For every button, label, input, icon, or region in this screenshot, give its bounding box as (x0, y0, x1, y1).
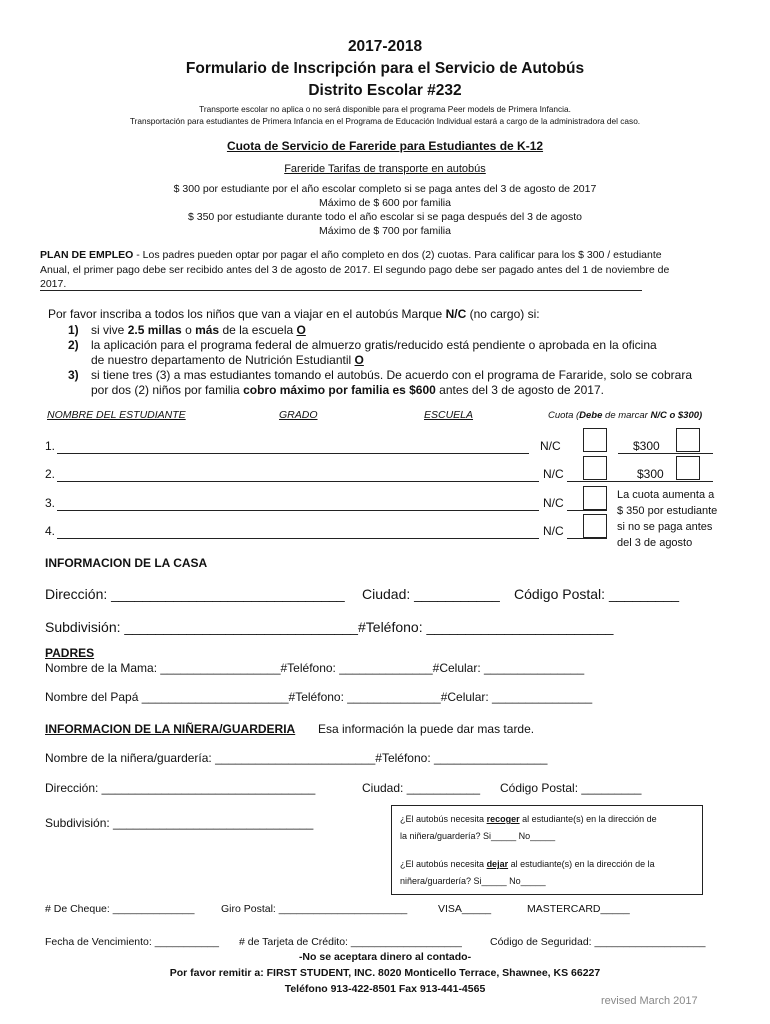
criterion-1-number: 1) (68, 323, 79, 337)
fee-line-300: $ 300 por estudiante por el año escolar completo si se paga antes del 3 de agosto de 2017 (173, 183, 597, 195)
criterion-3-number: 3) (68, 368, 79, 382)
student-row-2-name-line[interactable] (57, 481, 539, 482)
col-fee: Cuota (Debe de marcar N/C o $300) (548, 410, 703, 421)
sitter-city-field[interactable]: Ciudad: ___________ (362, 781, 481, 795)
sitter-address-field[interactable]: Dirección: ________________________________ (45, 781, 316, 795)
student-row-2-number: 2. (45, 467, 56, 481)
fee-max-600: Máximo de $ 600 por familia (319, 197, 451, 209)
form-title: Formulario de Inscripción para el Servicio de Autobús (185, 60, 585, 77)
student-row-2-fee: $300 (637, 467, 664, 481)
student-row-2-fee-checkbox[interactable] (676, 456, 700, 480)
student-row-4-nc-checkbox[interactable] (583, 514, 607, 538)
criterion-3-line2: por dos (2) niños por familia cobro máximo por familia es $600 antes del 3 de agosto de 2017. (91, 383, 604, 397)
remit-address: Por favor remitir a: FIRST STUDENT, INC. 8020 Monticello Terrace, Shawnee, KS 66227 (169, 967, 601, 979)
money-order-field[interactable]: Giro Postal: ______________________ (221, 903, 408, 915)
mastercard-field[interactable]: MASTERCARD_____ (527, 903, 630, 915)
sitter-later-note: Esa información la puede dar mas tarde. (318, 722, 535, 736)
sitter-subdivision-field[interactable]: Subdivisión: ______________________________ (45, 816, 314, 830)
student-row-1-nc-checkbox[interactable] (583, 428, 607, 452)
district-name: Distrito Escolar #232 (308, 82, 462, 99)
sitter-name-phone-field[interactable]: Nombre de la niñera/guardería: ________________________#Teléfono: _________________ (45, 751, 548, 765)
student-row-4-number: 4. (45, 524, 56, 538)
student-row-1-fee: $300 (633, 439, 660, 453)
student-row-3-nc-line (567, 510, 607, 511)
card-number-field[interactable]: # de Tarjeta de Crédito: ___________________ (239, 936, 462, 948)
student-row-1-fee-checkbox[interactable] (676, 428, 700, 452)
fee-increase-note-2: $ 350 por estudiante (617, 505, 718, 517)
payment-plan-line2: Anual, el primer pago debe ser recibido antes del 3 de agosto de 2017. El segundo pago debe ser pagado antes del 1 de noviembre de (40, 264, 670, 276)
col-student-name: NOMBRE DEL ESTUDIANTE (47, 409, 186, 421)
home-zip-field[interactable]: Código Postal: _________ (514, 586, 680, 602)
contact-phone-fax: Teléfono 913-422-8501 Fax 913-441-4565 (284, 983, 486, 995)
fee-subheading: Fareride Tarifas de transporte en autobús (284, 163, 486, 175)
sitter-dropoff-answer[interactable]: niñera/guardería? Si_____ No_____ (400, 876, 546, 886)
iep-transport-note: Transportación para estudiantes de Primera Infancia en el Programa de Educación Individual estará a cargo de la administradora del caso. (129, 116, 641, 126)
criterion-2-number: 2) (68, 338, 79, 352)
sitter-dropoff-question: ¿El autobús necesita dejar al estudiante(s) en la dirección de la (400, 859, 655, 869)
revision-date: revised March 2017 (601, 995, 698, 1007)
fee-max-700: Máximo de $ 700 por familia (319, 225, 451, 237)
instructions-intro: Por favor inscriba a todos los niños que van a viajar en el autobús Marque N/C (no cargo) si: (48, 307, 540, 321)
student-row-1-name-line[interactable] (57, 453, 529, 454)
col-school: ESCUELA (424, 409, 474, 421)
no-cash-note: -No se aceptara dinero al contado- (298, 951, 472, 963)
student-row-1-fee-line (618, 453, 713, 454)
student-row-3-number: 3. (45, 496, 56, 510)
criterion-1-text: si vive 2.5 millas o más de la escuela O (91, 323, 306, 337)
col-grade: GRADO (279, 409, 318, 421)
visa-field[interactable]: VISA_____ (438, 903, 492, 915)
early-childhood-note: Transporte escolar no aplica o no será disponible para el programa Peer models de Primera Infancia. (199, 104, 571, 114)
home-city-field[interactable]: Ciudad: ___________ (362, 586, 500, 602)
payment-plan-line1: PLAN DE EMPLEO - Los padres pueden optar por pagar el año completo en dos (2) cuotas. Para calificar para los $ 300 / estudiante (40, 249, 662, 261)
sitter-zip-field[interactable]: Código Postal: _________ (500, 781, 642, 795)
sitter-pickup-answer[interactable]: la niñera/guardería? Si_____ No_____ (400, 831, 556, 841)
father-info-field[interactable]: Nombre del Papá ______________________#Teléfono: ______________#Celular: _______________ (45, 690, 593, 704)
security-code-field[interactable]: Código de Seguridad: ___________________ (490, 936, 706, 948)
student-row-3-nc: N/C (543, 496, 564, 510)
sitter-pickup-dropoff-box (391, 805, 703, 895)
student-row-2-fee-line (567, 481, 713, 482)
fee-increase-note-3: si no se paga antes (617, 521, 713, 533)
fee-heading: Cuota de Servicio de Fareride para Estudiantes de K-12 (226, 139, 544, 153)
parents-heading: PADRES (45, 646, 95, 660)
plan-underline (40, 290, 642, 291)
check-number-field[interactable]: # De Cheque: ______________ (45, 903, 195, 915)
home-address-field[interactable]: Dirección: ______________________________ (45, 586, 345, 602)
payment-plan-line3: 2017. (40, 278, 67, 290)
student-row-2-nc-checkbox[interactable] (583, 456, 607, 480)
criterion-3-line1: si tiene tres (3) a mas estudiantes tomando el autobús. De acuerdo con el programa de Fararide, solo se cobrara (91, 368, 692, 382)
fee-line-350: $ 350 por estudiante durante todo el año escolar si se paga después del 3 de agosto (187, 211, 583, 223)
fee-increase-note-1: La cuota aumenta a (617, 489, 715, 501)
student-row-1-number: 1. (45, 439, 56, 453)
student-row-3-name-line[interactable] (57, 510, 539, 511)
student-row-3-nc-checkbox[interactable] (583, 486, 607, 510)
student-row-2-nc: N/C (543, 467, 564, 481)
student-row-4-nc-line (567, 538, 607, 539)
home-phone-field[interactable]: #Teléfono: ________________________ (358, 619, 614, 635)
sitter-info-heading: INFORMACION DE LA NIÑERA/GUARDERIA (45, 722, 296, 736)
payment-plan-label: PLAN DE EMPLEO (40, 249, 134, 261)
home-info-heading: INFORMACION DE LA CASA (45, 556, 208, 570)
criterion-2-line1: la aplicación para el programa federal de almuerzo gratis/reducido está pendiente o aprobada en la oficina (91, 338, 657, 352)
criterion-2-line2: de nuestro departamento de Nutrición Estudiantil O (91, 353, 364, 367)
form-year: 2017-2018 (347, 38, 423, 55)
expiry-date-field[interactable]: Fecha de Vencimiento: ___________ (45, 936, 219, 948)
mother-info-field[interactable]: Nombre de la Mama: __________________#Teléfono: ______________#Celular: _______________ (45, 661, 585, 675)
home-subdivision-field[interactable]: Subdivisión: ______________________________ (45, 619, 358, 635)
sitter-pickup-question: ¿El autobús necesita recoger al estudiante(s) en la dirección de (400, 814, 657, 824)
student-row-4-nc: N/C (543, 524, 564, 538)
student-row-4-name-line[interactable] (57, 538, 539, 539)
fee-increase-note-4: del 3 de agosto (617, 537, 693, 549)
student-row-1-nc: N/C (540, 439, 561, 453)
